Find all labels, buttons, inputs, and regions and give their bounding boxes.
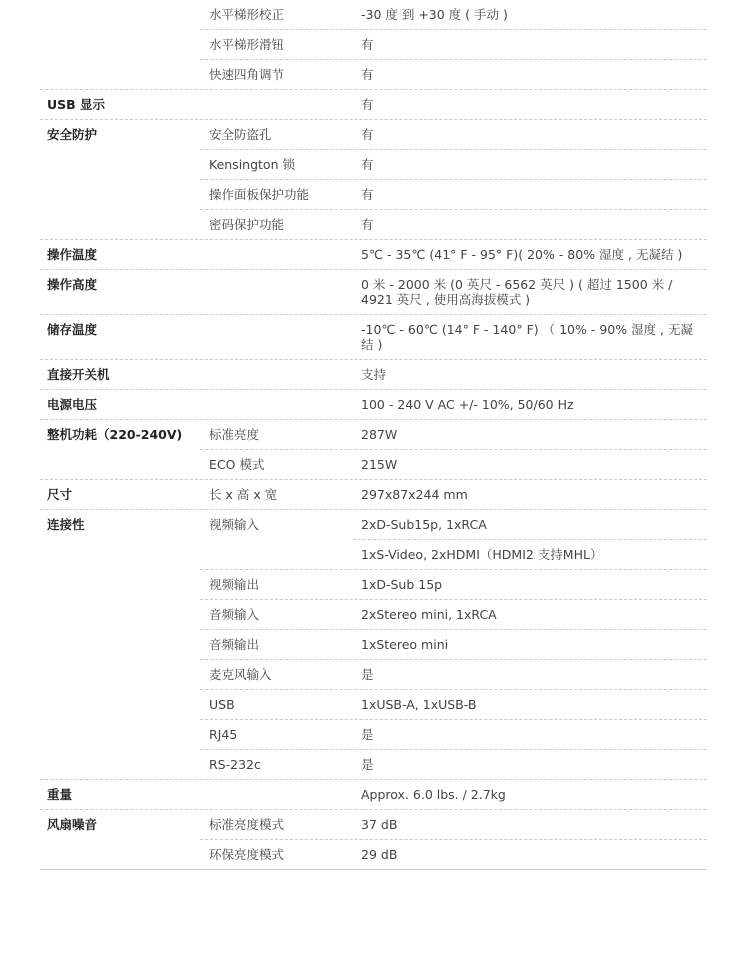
spec-value: -10℃ - 60℃ (14° F - 140° F) （ 10% - 90% 湿度 , 无凝结 ) — [361, 322, 693, 352]
spec-subrow — [40, 630, 707, 660]
spec-subrow — [40, 60, 707, 90]
spec-subrow — [40, 780, 707, 810]
spec-value: 0 米 - 2000 米 (0 英尺 - 6562 英尺 ) ( 超过 1500 米 / 4921 英尺 , 使用高海拔模式 ) — [361, 277, 673, 307]
spec-value: 有 — [361, 37, 374, 52]
spec-category: 操作高度 — [47, 277, 98, 292]
spec-category: USB 显示 — [47, 97, 106, 112]
spec-value: 有 — [361, 217, 374, 232]
spec-row — [40, 480, 707, 510]
spec-value: 1xStereo mini — [361, 637, 449, 652]
spec-subrow — [40, 180, 707, 210]
spec-label: 操作面板保护功能 — [209, 187, 310, 202]
spec-table — [40, 0, 707, 870]
spec-subrow — [40, 390, 707, 420]
spec-subrow — [40, 315, 707, 360]
spec-label: 音频输入 — [209, 607, 260, 622]
spec-subrow — [40, 720, 707, 750]
spec-subrow — [40, 660, 707, 690]
spec-row — [40, 810, 707, 870]
spec-label: 视频输入 — [209, 517, 260, 532]
spec-category: 风扇噪音 — [47, 817, 98, 832]
spec-label: 快速四角调节 — [209, 67, 285, 82]
spec-row — [40, 120, 707, 240]
spec-row — [40, 240, 707, 270]
spec-value: 1xS-Video, 2xHDMI（HDMI2 支持MHL） — [361, 547, 603, 562]
spec-row — [40, 510, 707, 780]
spec-value: 有 — [361, 127, 374, 142]
spec-subrow — [40, 120, 707, 150]
spec-row — [40, 360, 707, 390]
spec-subrow — [40, 420, 707, 450]
spec-subrow — [40, 600, 707, 630]
spec-row — [40, 315, 707, 360]
spec-value: 是 — [361, 727, 374, 742]
spec-label: 麦克风输入 — [209, 667, 272, 682]
spec-label: 安全防盗孔 — [209, 127, 272, 142]
spec-value: 100 - 240 V AC +/- 10%, 50/60 Hz — [361, 397, 574, 412]
spec-subrow — [40, 840, 707, 870]
spec-category: 重量 — [47, 787, 73, 802]
spec-subrow — [40, 0, 707, 30]
spec-label: 水平梯形校正 — [209, 7, 285, 22]
spec-row — [40, 390, 707, 420]
spec-value: 有 — [361, 67, 374, 82]
spec-value: -30 度 到 +30 度 ( 手动 ) — [361, 7, 508, 22]
spec-label: Kensington 锁 — [209, 157, 295, 172]
spec-subrow — [40, 150, 707, 180]
spec-subrow — [40, 690, 707, 720]
spec-subrow — [40, 90, 707, 120]
spec-value: 215W — [361, 457, 398, 472]
spec-value: 支持 — [361, 367, 387, 382]
spec-value: 5℃ - 35℃ (41° F - 95° F)( 20% - 80% 湿度 , 无凝结 ) — [361, 247, 683, 262]
spec-label: RS-232c — [209, 757, 261, 772]
spec-subrow — [40, 360, 707, 390]
spec-subrow — [40, 540, 707, 570]
spec-category: 尺寸 — [47, 487, 73, 502]
spec-row — [40, 270, 707, 315]
spec-label: 音频输出 — [209, 637, 260, 652]
spec-value: 287W — [361, 427, 398, 442]
spec-subrow — [40, 30, 707, 60]
spec-value: 有 — [361, 97, 374, 112]
spec-row — [40, 420, 707, 480]
spec-value: 1xUSB-A, 1xUSB-B — [361, 697, 477, 712]
spec-value: 297x87x244 mm — [361, 487, 468, 502]
spec-row — [40, 90, 707, 120]
spec-value: 29 dB — [361, 847, 398, 862]
spec-category: 操作温度 — [47, 247, 98, 262]
spec-subrow — [40, 750, 707, 780]
spec-subrow — [40, 450, 707, 480]
spec-value: 37 dB — [361, 817, 398, 832]
spec-subrow — [40, 570, 707, 600]
spec-value: Approx. 6.0 lbs. / 2.7kg — [361, 787, 506, 802]
spec-value: 是 — [361, 667, 374, 682]
spec-value: 是 — [361, 757, 374, 772]
spec-subrow — [40, 810, 707, 840]
spec-subrow — [40, 270, 707, 315]
spec-subrow — [40, 510, 707, 540]
spec-category: 电源电压 — [47, 397, 98, 412]
spec-subrow — [40, 210, 707, 240]
spec-category: 直接开关机 — [47, 367, 110, 382]
spec-value: 有 — [361, 187, 374, 202]
spec-label: USB — [209, 697, 235, 712]
spec-subrow — [40, 240, 707, 270]
spec-value: 有 — [361, 157, 374, 172]
spec-label: 长 x 高 x 宽 — [209, 487, 278, 502]
spec-label: RJ45 — [209, 727, 238, 742]
spec-subrow — [40, 480, 707, 510]
spec-category: 连接性 — [47, 517, 85, 532]
spec-value: 1xD-Sub 15p — [361, 577, 443, 592]
spec-label: 水平梯形滑钮 — [209, 37, 285, 52]
spec-row — [40, 0, 707, 90]
spec-label: 环保亮度模式 — [209, 847, 285, 862]
spec-label: 视频输出 — [209, 577, 260, 592]
spec-label: ECO 模式 — [209, 457, 265, 472]
spec-label: 密码保护功能 — [209, 217, 285, 232]
spec-category: 安全防护 — [47, 127, 98, 142]
spec-value: 2xD-Sub15p, 1xRCA — [361, 517, 487, 532]
spec-category: 储存温度 — [47, 322, 98, 337]
spec-value: 2xStereo mini, 1xRCA — [361, 607, 497, 622]
spec-category: 整机功耗（220-240V) — [47, 427, 183, 442]
spec-label: 标准亮度 — [209, 427, 260, 442]
spec-row — [40, 780, 707, 810]
spec-label: 标准亮度模式 — [209, 817, 285, 832]
